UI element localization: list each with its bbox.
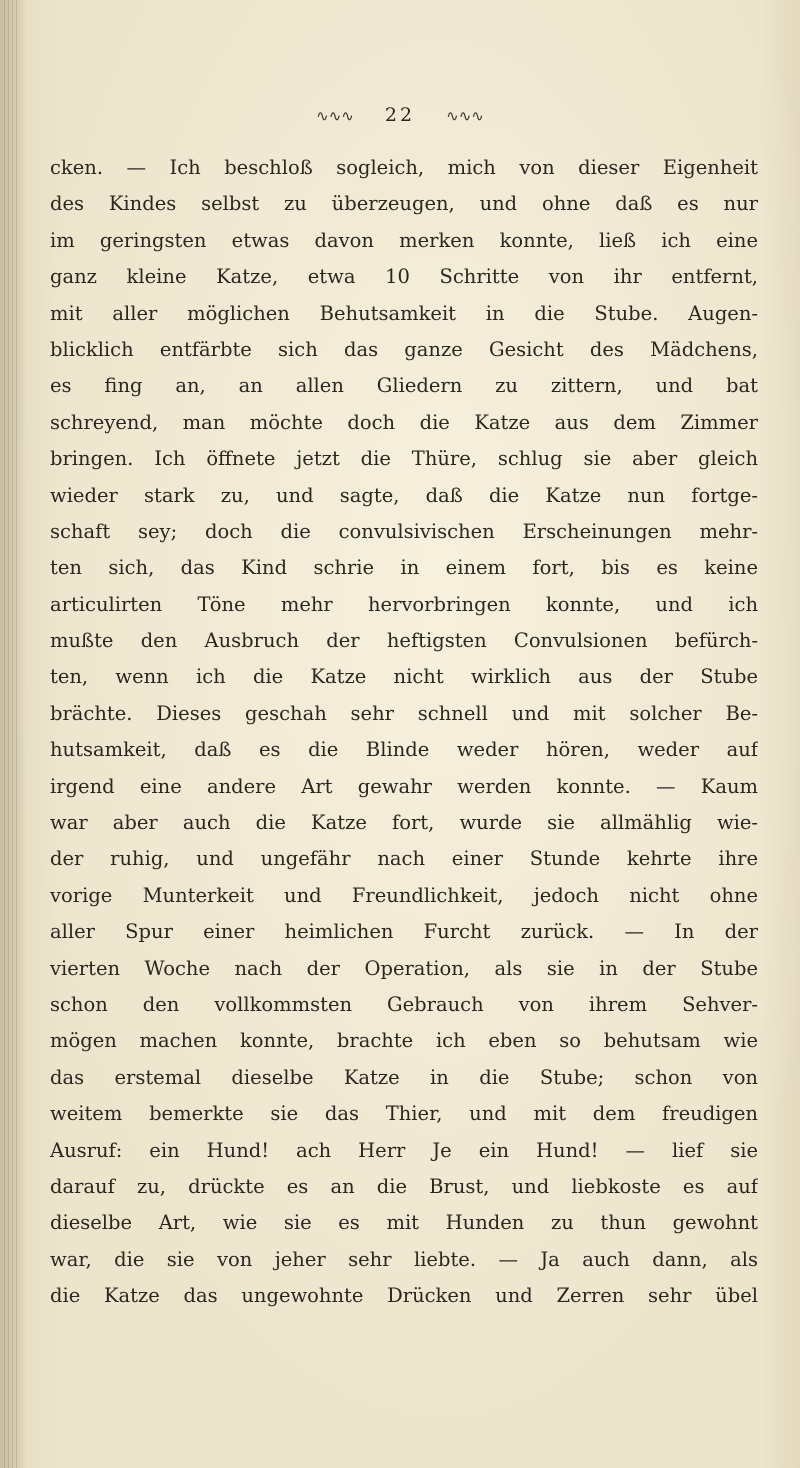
text-line: dieselbe Art, wie sie es mit Hunden zu thun gewohnt (50, 1211, 758, 1235)
text-line: schreyend, man möchte doch die Katze aus dem Zimmer (50, 410, 758, 434)
page-number: 22 (384, 104, 416, 126)
text-line: irgend eine andere Art gewahr werden konnte. — Kaum (50, 774, 758, 798)
text-line: aller Spur einer heimlichen Furcht zurück. — In der (50, 920, 758, 944)
text-line: der ruhig, und ungefähr nach einer Stunde kehrte ihre (50, 847, 758, 871)
body-text (50, 150, 758, 1315)
text-line: im geringsten etwas davon merken konnte, ließ ich eine (50, 228, 758, 252)
text-line: cken. — Ich beschloß sogleich, mich von dieser Eigenheit (50, 156, 758, 179)
header-ornament-left: ∿∿∿ (316, 107, 354, 125)
text-line: ten sich, das Kind schrie in einem fort, bis es keine (50, 556, 758, 580)
text-line: vorige Munterkeit und Freundlichkeit, jedoch nicht ohne (50, 883, 758, 907)
text-line: schon den vollkommsten Gebrauch von ihrem Sehver- (50, 992, 758, 1016)
text-line: die Katze das ungewohnte Drücken und Zerren sehr übel (50, 1284, 758, 1308)
text-line: mit aller möglichen Behutsamkeit in die Stube. Augen- (50, 301, 758, 325)
text-line: weitem bemerkte sie das Thier, und mit dem freudigen (50, 1102, 758, 1126)
text-line: blicklich entfärbte sich das ganze Gesicht des Mädchens, (50, 337, 758, 361)
text-line: des Kindes selbst zu überzeugen, und ohne daß es nur (50, 192, 758, 216)
text-line: mußte den Ausbruch der heftigsten Convulsionen befürch- (50, 629, 758, 653)
text-line: hutsamkeit, daß es die Blinde weder hören, weder auf (50, 738, 758, 762)
text-line: ten, wenn ich die Katze nicht wirklich aus der Stube (50, 665, 758, 689)
text-line: darauf zu, drückte es an die Brust, und liebkoste es auf (50, 1174, 758, 1198)
page-header (0, 104, 800, 126)
text-line: wieder stark zu, und sagte, daß die Katze nun fortge- (50, 483, 758, 507)
text-line: ganz kleine Katze, etwa 10 Schritte von ihr entfernt, (50, 265, 758, 289)
text-line: war aber auch die Katze fort, wurde sie allmählig wie- (50, 811, 758, 835)
text-line: bringen. Ich öffnete jetzt die Thüre, schlug sie aber gleich (50, 447, 758, 471)
text-line: schaft sey; doch die convulsivischen Erscheinungen mehr- (50, 519, 758, 543)
text-line: brächte. Dieses geschah sehr schnell und mit solcher Be- (50, 701, 758, 725)
header-ornament-right: ∿∿∿ (446, 107, 484, 125)
binding-texture (4, 0, 18, 1468)
text-line: vierten Woche nach der Operation, als sie in der Stube (50, 956, 758, 980)
text-line: war, die sie von jeher sehr liebte. — Ja auch dann, als (50, 1247, 758, 1271)
text-line: articulirten Töne mehr hervorbringen konnte, und ich (50, 592, 758, 616)
text-line: es fing an, an allen Gliedern zu zittern, und bat (50, 374, 758, 398)
text-line: mögen machen konnte, brachte ich eben so behutsam wie (50, 1029, 758, 1053)
text-line: das erstemal dieselbe Katze in die Stube; schon von (50, 1065, 758, 1089)
text-line: Ausruf: ein Hund! ach Herr Je ein Hund! — lief sie (50, 1138, 758, 1162)
